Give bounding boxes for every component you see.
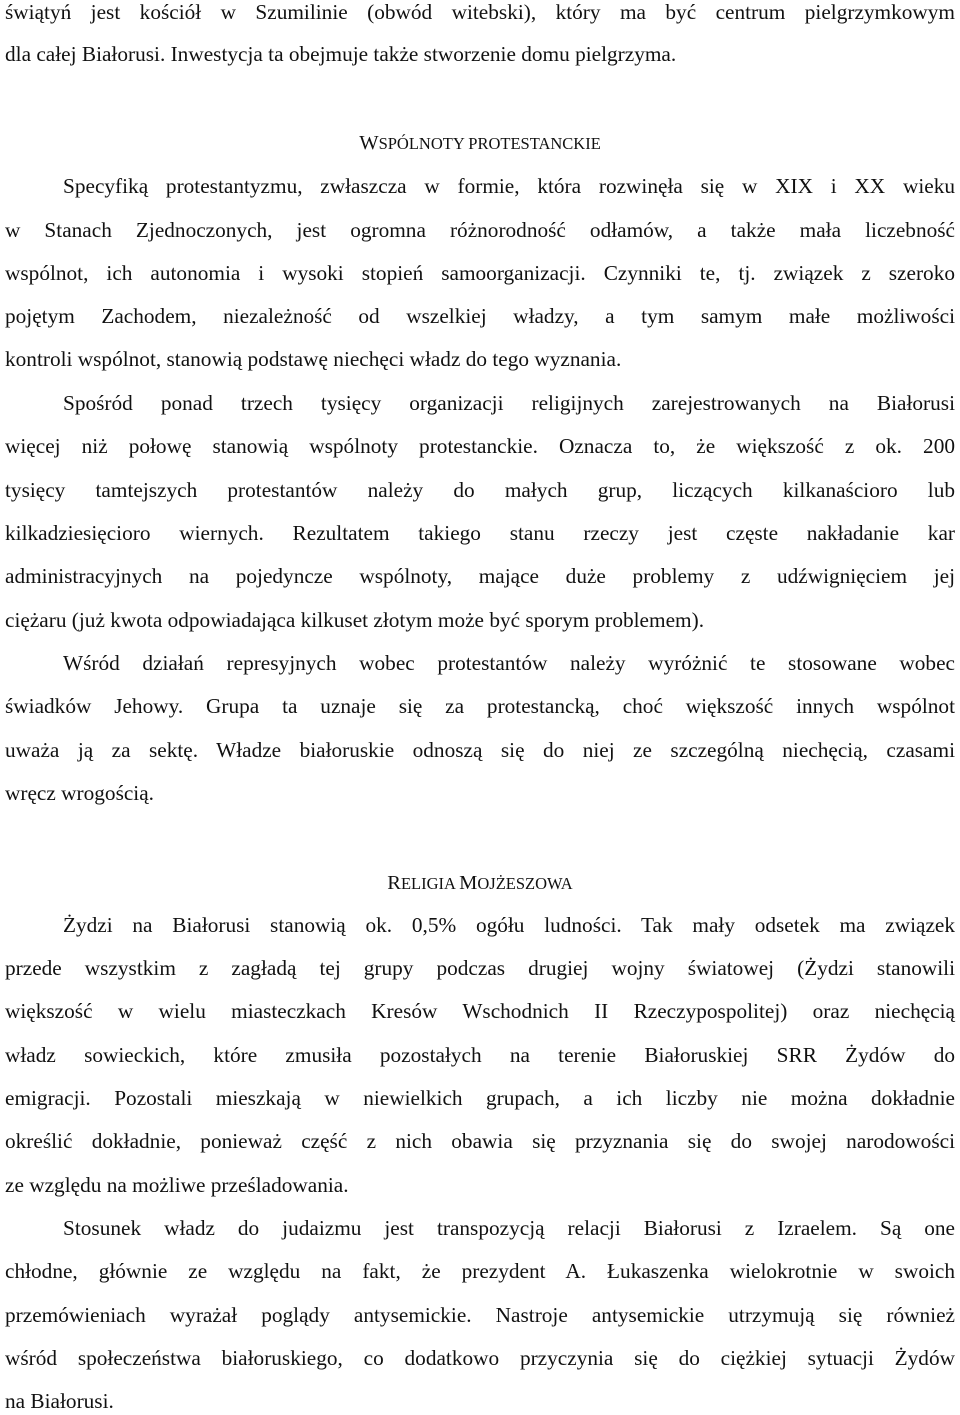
section-heading-protestant [0,128,960,156]
text-line: Spośród ponad trzech tysięcy organizacji religijnych zarejestrowanych na Białorusi [63,391,955,415]
text-line: Stosunek władz do judaizmu jest transpozycją relacji Białorusi z Izraelem. Są one [63,1216,955,1240]
text-line: dla całej Białorusi. Inwestycja ta obejmuje także stworzenie domu pielgrzyma. [5,42,677,66]
text-line: kilkadziesięcioro wiernych. Rezultatem takiego stanu rzeczy jest częste nakładanie kar [5,521,955,545]
heading-initial: R [387,872,401,894]
heading-rest: OJŻESZOWA [477,874,573,893]
text-line: określić dokładnie, ponieważ część z nich obawia się przyznania się do swojej narodowości [5,1129,955,1153]
section-heading-jewish [0,868,960,896]
text-line: świadków Jehowy. Grupa ta uznaje się za protestancką, choć większość innych wspólnot [5,694,955,718]
text-line: Żydzi na Białorusi stanowią ok. 0,5% ogółu ludności. Tak mały odsetek ma związek [63,913,955,937]
text-line: ze względu na możliwe prześladowania. [5,1173,349,1197]
text-line: wspólnot, ich autonomia i wysoki stopień samoorganizacji. Czynniki te, tj. związek z szeroko [5,261,955,285]
text-line: przemówieniach wyrażał poglądy antysemickie. Nastroje antysemickie utrzymują się również [5,1303,955,1327]
text-line: ciężaru (już kwota odpowiadająca kilkuset złotym może być sporym problemem). [5,608,705,632]
text-line: tysięcy tamtejszych protestantów należy do małych grup, liczących kilkanaścioro lub [5,478,955,502]
text-line: w Stanach Zjednoczonych, jest ogromna różnorodność odłamów, a także mała liczebność [5,218,955,242]
text-line: pojętym Zachodem, niezależność od wszelkiej władzy, a tym samym małe możliwości [5,304,955,328]
text-line: władz sowieckich, które zmusiła pozostałych na terenie Białoruskiej SRR Żydów do [5,1043,955,1067]
heading-rest: ELIGIA [400,874,460,893]
text-line: uważa ją za sektę. Władze białoruskie odnoszą się do niej ze szczególną niechęcią, czasami [5,738,955,762]
text-line: emigracji. Pozostali mieszkają w niewielkich grupach, a ich liczby nie można dokładnie [5,1086,955,1110]
text-line: kontroli wspólnot, stanowią podstawę niechęci władz do tego wyznania. [5,347,622,371]
text-line: więcej niż połowę stanowią wspólnoty protestanckie. Oznacza to, że większość z ok. 200 [5,434,955,458]
text-line: wręcz wrogością. [5,781,155,805]
heading-initial: M [459,872,478,894]
text-line: Wśród działań represyjnych wobec protestantów należy wyróżnić te stosowane wobec [63,651,955,675]
text-line: przede wszystkim z zagładą tej grupy podczas drugiej wojny światowej (Żydzi stanowili [5,956,955,980]
text-line: administracyjnych na pojedyncze wspólnoty, mające duże problemy z udźwignięciem jej [5,564,955,588]
text-line: większość w wielu miasteczkach Kresów Wschodnich II Rzeczypospolitej) oraz niechęcią [5,999,955,1023]
text-line: Specyfiką protestantyzmu, zwłaszcza w formie, która rozwinęła się w XIX i XX wieku [63,174,955,198]
text-line: na Białorusi. [5,1389,114,1413]
text-line: świątyń jest kościół w Szumilinie (obwód witebski), który ma być centrum pielgrzymkowym [5,0,955,24]
text-line: chłodne, głównie ze względu na fakt, że prezydent A. Łukaszenka wielokrotnie w swoich [5,1259,955,1283]
text-line: wśród społeczeństwa białoruskiego, co dodatkowo przyczynia się do ciężkiej sytuacji Żydów [5,1346,955,1370]
heading-rest: SPÓLNOTY PROTESTANCKIE [378,134,601,153]
heading-initial: W [359,132,379,154]
